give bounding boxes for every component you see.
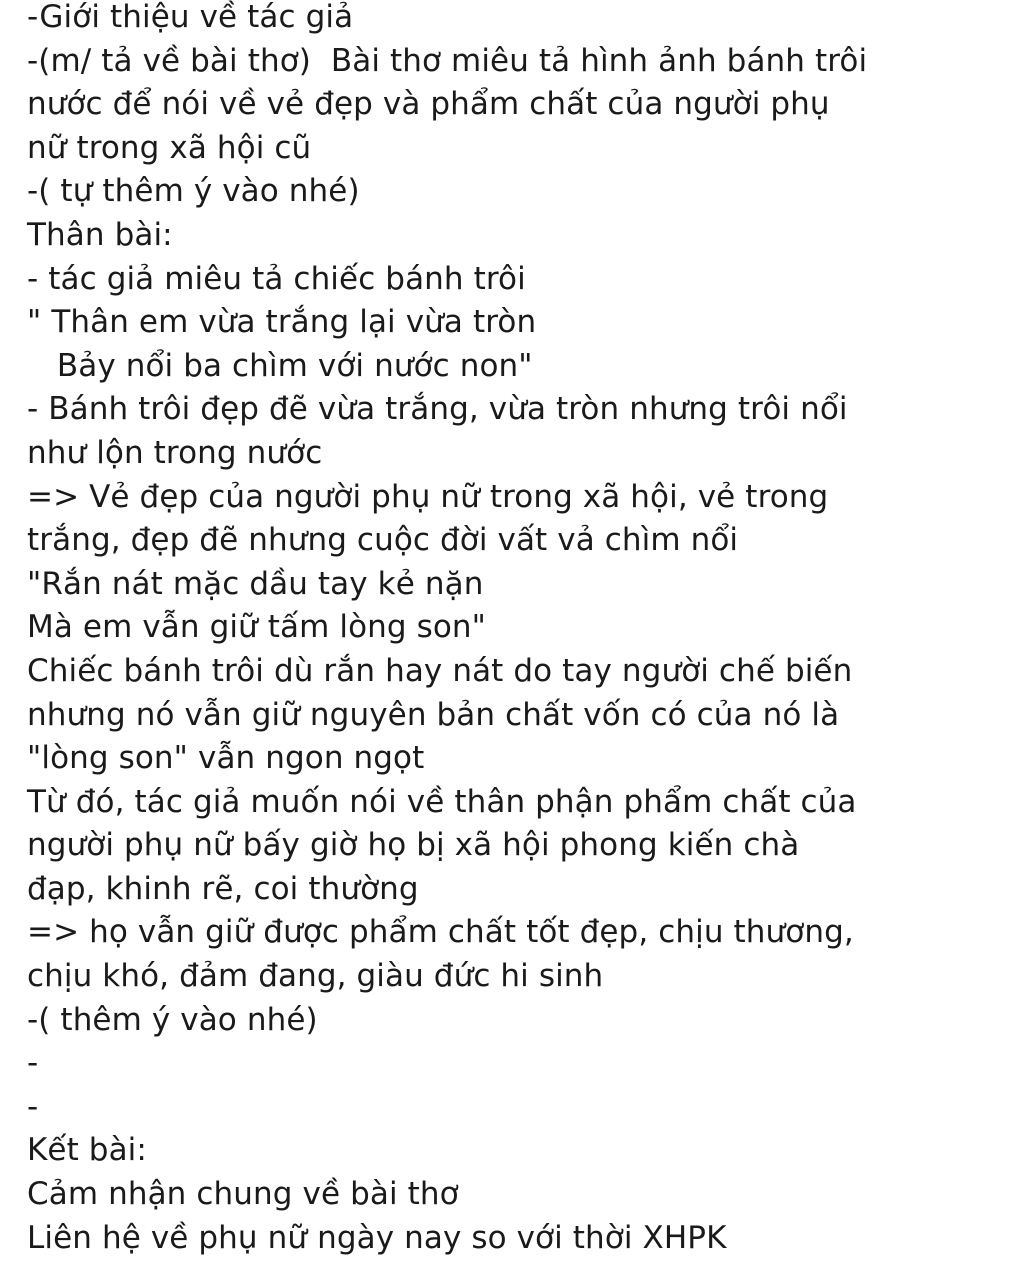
text-line: - Bánh trôi đẹp đẽ vừa trắng, vừa tròn nhưng trôi nổi — [27, 391, 848, 428]
text-line: chịu khó, đảm đang, giàu đức hi sinh — [27, 958, 604, 995]
section-heading-ket-bai: Kết bài: — [27, 1132, 147, 1169]
text-line: Chiếc bánh trôi dù rắn hay nát do tay người chế biến — [27, 652, 853, 689]
text-line: - — [27, 1088, 39, 1125]
section-heading-than-bai: Thân bài: — [27, 216, 173, 253]
poem-line: " Thân em vừa trắng lại vừa tròn — [27, 304, 537, 341]
text-line: nữ trong xã hội cũ — [27, 129, 312, 166]
text-line: - tác giả miêu tả chiếc bánh trôi — [27, 260, 526, 297]
text-line: "lòng son" vẫn ngon ngọt — [27, 740, 425, 777]
text-line: => Vẻ đẹp của người phụ nữ trong xã hội, vẻ trong — [27, 478, 829, 515]
text-line: - — [27, 1045, 39, 1082]
text-line: nhưng nó vẫn giữ nguyên bản chất vốn có của nó là — [27, 696, 840, 733]
text-line: => họ vẫn giữ được phẩm chất tốt đẹp, chịu thương, — [27, 914, 854, 951]
poem-line: Mà em vẫn giữ tấm lòng son" — [27, 609, 487, 646]
text-line: trắng, đẹp đẽ nhưng cuộc đời vất vả chìm nổi — [27, 522, 739, 559]
text-line: -Giới thiệu về tác giả — [27, 0, 354, 35]
text-line: Liên hệ về phụ nữ ngày nay so với thời XHPK — [27, 1219, 727, 1256]
text-line: Cảm nhận chung về bài thơ — [27, 1176, 459, 1213]
document-text — [27, 0, 1017, 1260]
text-line: -( thêm ý vào nhé) — [27, 1001, 318, 1038]
text-line: -(m/ tả về bài thơ) Bài thơ miêu tả hình ảnh bánh trôi — [27, 42, 868, 79]
text-line: đạp, khinh rẽ, coi thường — [27, 870, 419, 907]
text-line: người phụ nữ bấy giờ họ bị xã hội phong kiến chà — [27, 827, 800, 864]
text-line: như lộn trong nước — [27, 434, 323, 471]
text-line: Từ đó, tác giả muốn nói về thân phận phẩm chất của — [27, 783, 857, 820]
poem-line: Bảy nổi ba chìm với nước non" — [27, 347, 533, 384]
poem-line: "Rắn nát mặc dầu tay kẻ nặn — [27, 565, 484, 602]
text-line: nước để nói về vẻ đẹp và phẩm chất của người phụ — [27, 86, 830, 123]
text-line: -( tự thêm ý vào nhé) — [27, 173, 360, 210]
